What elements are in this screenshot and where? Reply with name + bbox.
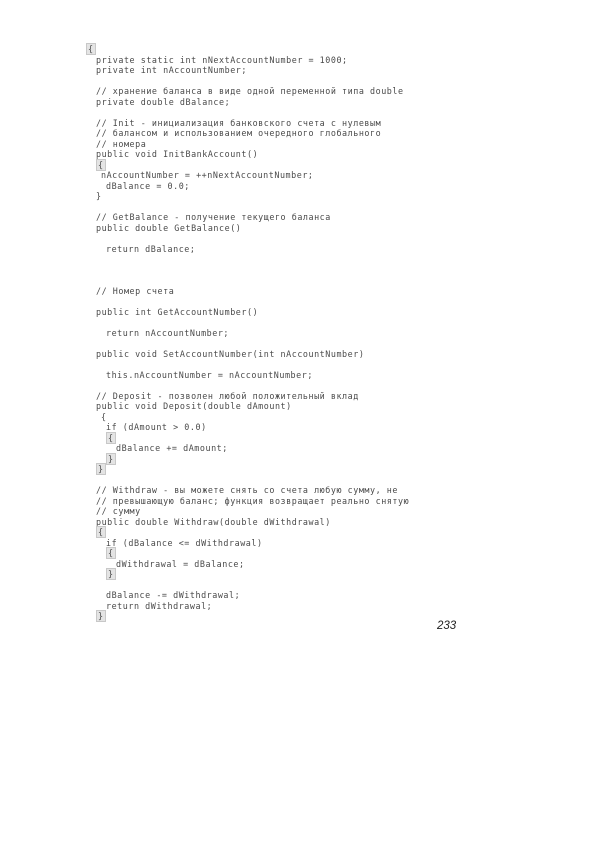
code-line	[106, 432, 116, 444]
code-line-text: return dWithdrawal;	[106, 600, 213, 611]
code-line-text: this.nAccountNumber = nAccountNumber;	[106, 369, 313, 380]
code-line	[96, 148, 258, 160]
code-line-text: // балансом и использованием очередного глобального	[96, 128, 382, 138]
code-line	[106, 421, 207, 433]
code-line	[96, 222, 241, 234]
code-line	[116, 558, 245, 570]
page-number: 233	[437, 620, 457, 632]
code-line	[96, 526, 106, 538]
code-line	[86, 43, 96, 55]
code-line-text: {	[88, 44, 94, 54]
code-line-text: // хранение баланса в виде одной переменной типа double	[96, 86, 404, 96]
code-line	[96, 495, 409, 507]
code-line	[116, 442, 228, 454]
code-line-text: }	[96, 191, 102, 201]
code-line	[106, 327, 229, 339]
code-line	[96, 96, 230, 108]
code-line	[106, 243, 195, 255]
code-line-text: public double Withdraw(double dWithdrawal)	[96, 516, 331, 527]
code-line-text: dBalance -= dWithdrawal;	[106, 590, 241, 600]
code-line	[96, 610, 106, 622]
code-line	[106, 600, 212, 612]
code-line-text: // Init - инициализация банковского счета с нулевым	[96, 117, 382, 128]
code-line-text: dBalance += dAmount;	[116, 443, 228, 453]
code-line-text: private double dBalance;	[96, 96, 231, 107]
code-line-text: {	[108, 432, 114, 443]
code-line	[106, 453, 116, 465]
code-line-text: // GetBalance - получение текущего баланса	[96, 212, 331, 222]
code-line-text: private static int nNextAccountNumber = 1000;	[96, 54, 348, 65]
code-line-text: public void SetAccountNumber(int nAccountNumber)	[96, 348, 365, 359]
code-line	[96, 348, 364, 360]
code-line-text: // номера	[96, 138, 147, 149]
code-line	[96, 516, 331, 528]
code-line	[96, 306, 258, 318]
code-line-text: // превышающую баланс; функция возвращает реально снятую	[96, 495, 410, 506]
code-line-text: {	[101, 411, 107, 422]
code-line-text: dWithdrawal = dBalance;	[116, 558, 245, 569]
code-line	[106, 537, 263, 549]
code-line-text: }	[98, 611, 104, 621]
code-line	[106, 568, 116, 580]
code-line-text: if (dBalance <= dWithdrawal)	[106, 537, 263, 548]
code-line-text: // Deposit - позволен любой положительный вклад	[96, 390, 359, 401]
code-line	[106, 369, 313, 381]
code-line-text: }	[108, 453, 114, 464]
code-line-text: return nAccountNumber;	[106, 327, 230, 338]
code-line-text: // Withdraw - вы можете снять со счета любую сумму, не	[96, 485, 398, 495]
code-line	[96, 400, 292, 412]
code-line-text: if (dAmount > 0.0)	[106, 422, 207, 432]
code-line-text: public void Deposit(double dAmount)	[96, 401, 292, 411]
code-line-text: public int GetAccountNumber()	[96, 306, 259, 317]
code-line-text: // сумму	[96, 506, 141, 516]
code-line-text: dBalance = 0.0;	[106, 180, 190, 191]
code-line	[106, 180, 190, 192]
code-line-text: // Номер счета	[96, 285, 175, 296]
code-line-text: private int nAccountNumber;	[96, 65, 247, 75]
code-line-text: {	[98, 159, 104, 170]
code-line-text: }	[98, 464, 104, 474]
code-line	[96, 190, 102, 202]
code-line-text: {	[98, 527, 104, 537]
code-line-text: public void InitBankAccount()	[96, 149, 259, 159]
code-line-text: }	[108, 569, 114, 579]
code-line-text: {	[108, 548, 114, 558]
code-line	[106, 547, 116, 559]
code-line	[96, 463, 106, 475]
code-line-text: nAccountNumber = ++nNextAccountNumber;	[101, 170, 314, 180]
code-line	[96, 285, 174, 297]
code-line	[96, 64, 247, 76]
code-line-text: return dBalance;	[106, 243, 196, 254]
code-line-text: public double GetBalance()	[96, 222, 242, 233]
